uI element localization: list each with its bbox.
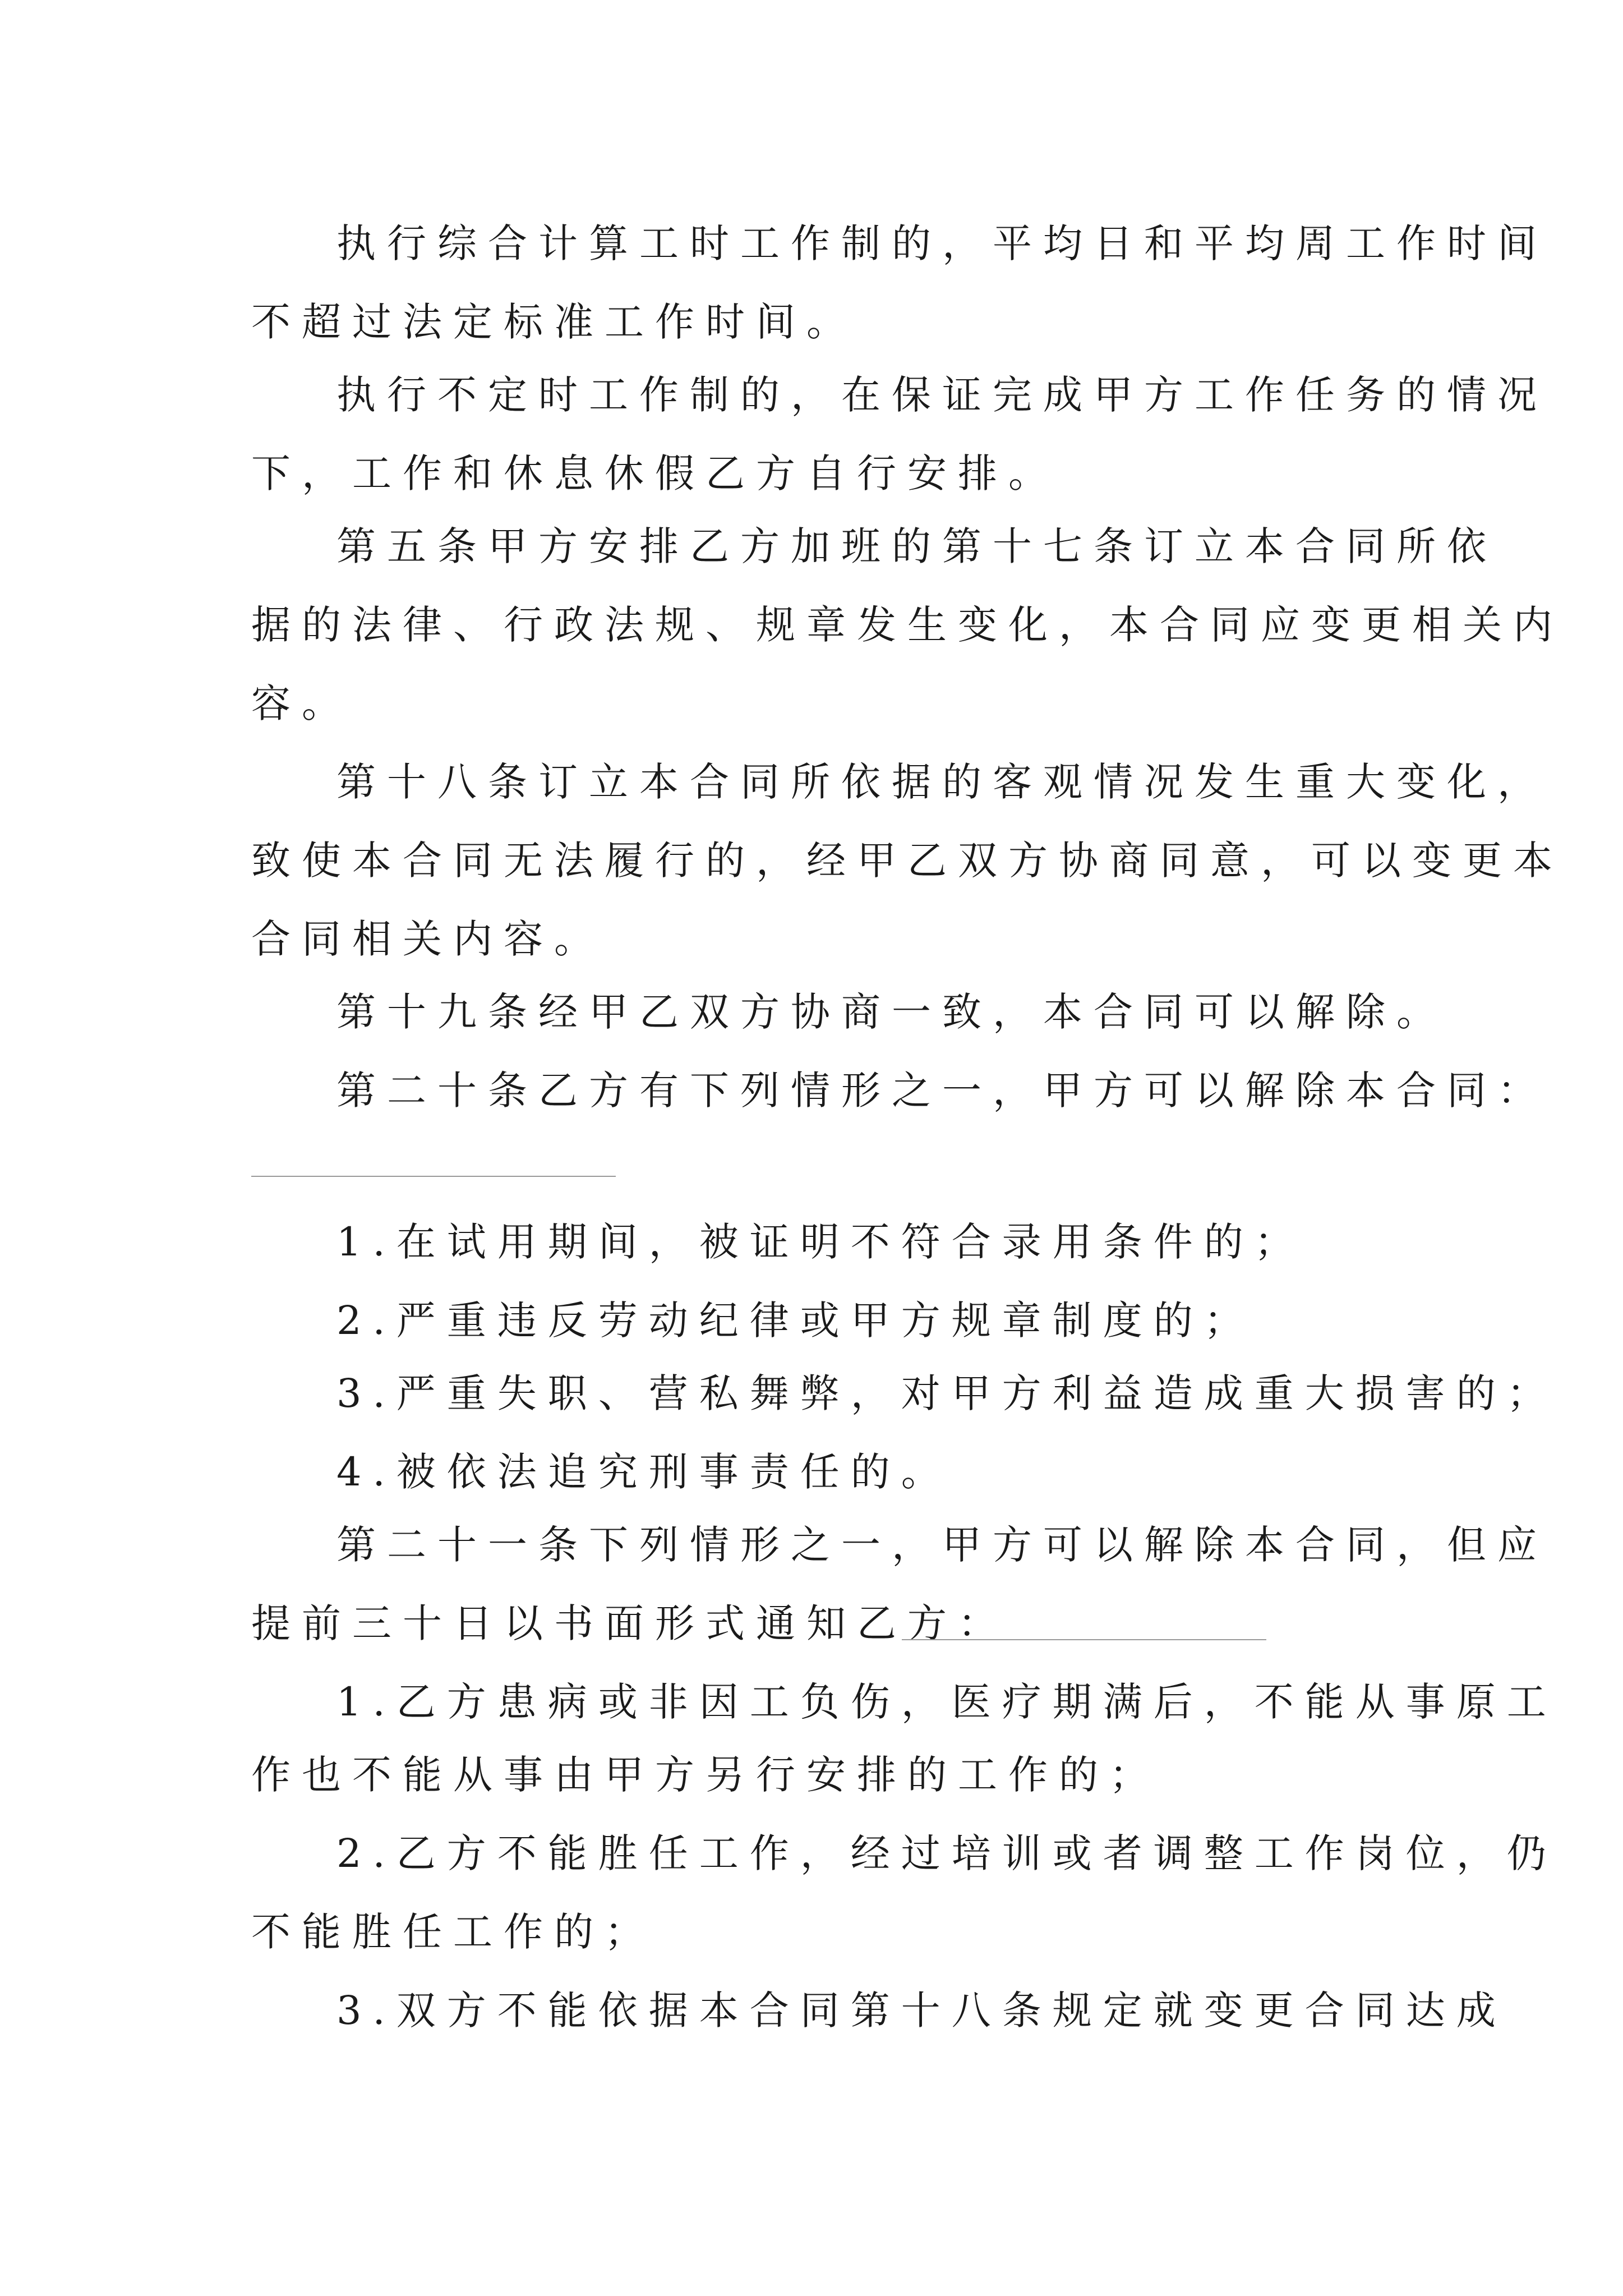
list-item: 3.严重失职、营私舞弊，对甲方利益造成重大损害的； xyxy=(336,1370,1557,1416)
list-item: 4.被依法追究刑事责任的。 xyxy=(336,1449,952,1495)
paragraph-line: 不超过法定标准工作时间。 xyxy=(251,299,857,345)
list-item: 1.乙方患病或非因工负伤，医疗期满后，不能从事原工 xyxy=(336,1679,1557,1725)
paragraph-line: 容。 xyxy=(251,680,352,726)
blank-underline xyxy=(902,1639,1266,1640)
paragraph-line: 第五条甲方安排乙方加班的第十七条订立本合同所依 xyxy=(336,523,1497,569)
paragraph-line: 不能胜任工作的； xyxy=(251,1909,655,1955)
list-item: 1.在试用期间，被证明不符合录用条件的； xyxy=(336,1219,1305,1265)
paragraph-line: 作也不能从事由甲方另行安排的工作的； xyxy=(251,1752,1160,1798)
paragraph-line: 提前三十日以书面形式通知乙方： xyxy=(251,1600,1008,1646)
paragraph-line: 执行不定时工作制的，在保证完成甲方工作任务的情况 xyxy=(336,372,1548,418)
paragraph-line: 据的法律、行政法规、规章发生变化，本合同应变更相关内 xyxy=(251,602,1564,648)
list-item: 2.乙方不能胜任工作，经过培训或者调整工作岗位，仍 xyxy=(336,1830,1557,1876)
paragraph-line: 致使本合同无法履行的，经甲乙双方协商同意，可以变更本 xyxy=(251,838,1564,884)
paragraph-line: 合同相关内容。 xyxy=(251,916,605,962)
list-item: 2.严重违反劳动纪律或甲方规章制度的； xyxy=(336,1297,1255,1343)
paragraph-line: 第二十一条下列情形之一，甲方可以解除本合同，但应 xyxy=(336,1522,1548,1568)
paragraph-line: 第二十条乙方有下列情形之一，甲方可以解除本合同： xyxy=(336,1068,1548,1114)
paragraph-line: 执行综合计算工时工作制的，平均日和平均周工作时间 xyxy=(336,220,1548,266)
paragraph-line: 第十九条经甲乙双方协商一致，本合同可以解除。 xyxy=(336,989,1447,1035)
separator-rule xyxy=(251,1176,616,1177)
paragraph-line: 下，工作和休息休假乙方自行安排。 xyxy=(251,450,1059,496)
list-item: 3.双方不能依据本合同第十八条规定就变更合同达成 xyxy=(336,1987,1507,2033)
paragraph-line: 第十八条订立本合同所依据的客观情况发生重大变化， xyxy=(336,759,1548,805)
